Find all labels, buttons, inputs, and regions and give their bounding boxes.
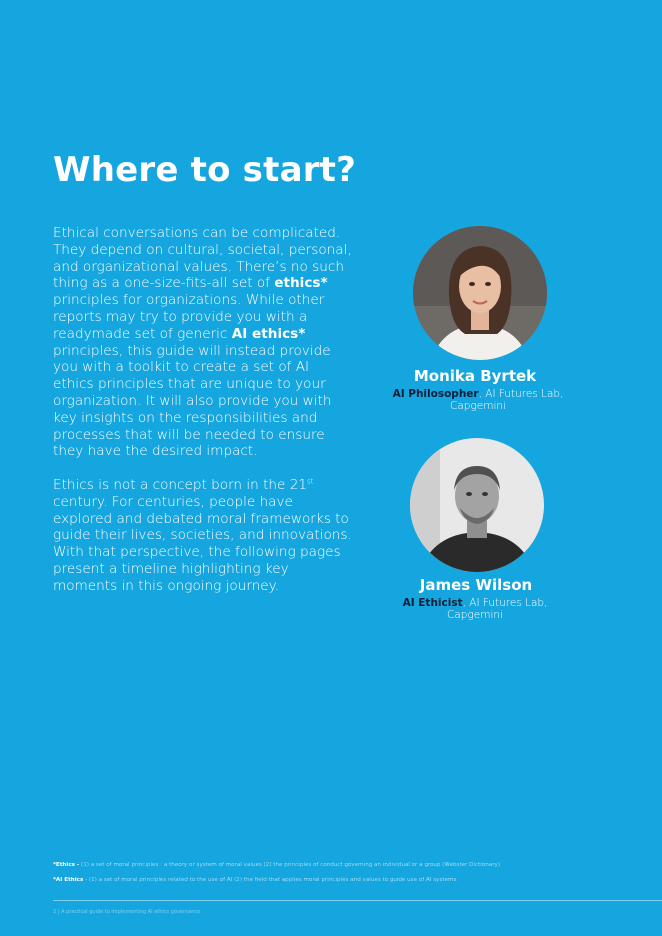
footnote-term: *Ethics - xyxy=(53,862,80,868)
ordinal-suffix: st xyxy=(307,477,314,486)
page-footer: 2 | A practical guide to implementing AI ethics governance xyxy=(53,909,201,915)
intro-text-1: Ethical conversations can be complicated. They depend on cultural, societal, personal, and organizational values. There’s no such thing as a one-size-fits-all set of xyxy=(53,225,352,292)
author-org: , AI Futures Lab, xyxy=(478,388,564,400)
author-name: James Wilson xyxy=(419,576,533,594)
footnote-ethics xyxy=(53,862,653,869)
intro-paragraph xyxy=(53,225,353,460)
footnote-ai-ethics xyxy=(53,877,653,884)
history-text-1: Ethics is not a concept born in the 21 xyxy=(53,477,307,493)
author-company: Capgemini xyxy=(447,609,503,621)
footer-divider xyxy=(53,900,662,901)
footnote-text: - (1) a set of moral principles related to the use of AI (2) the field that applies moral principles and values to guide use of AI systems. xyxy=(83,877,459,883)
author-org: , AI Futures Lab, xyxy=(462,597,548,609)
author-affiliation xyxy=(378,388,578,412)
history-text-2: century. For centuries, people have explored and debated moral frameworks to guide their lives, societies, and innovations. With that perspective, the following pages present a timeline highlighting key moments in this ongoing journey. xyxy=(53,493,352,594)
ai-ethics-term: AI ethics* xyxy=(231,325,306,342)
page-title: Where to start? xyxy=(53,150,357,190)
portrait-photo-1 xyxy=(413,226,547,360)
footnote-text: (1) a set of moral principles : a theory or system of moral values (2) the principles of conduct governing an individual or a group (Webster Dictionary) xyxy=(79,862,501,868)
intro-text-2: principles for organizations. While other reports may try to provide you with a readymade set of generic xyxy=(53,292,325,342)
author-affiliation xyxy=(375,597,575,621)
portrait-photo-2 xyxy=(410,438,544,572)
history-paragraph xyxy=(53,477,353,595)
avatar-monika-byrtek xyxy=(413,226,547,360)
avatar-james-wilson xyxy=(410,438,544,572)
author-role: AI Philosopher xyxy=(392,388,479,400)
intro-text-3: principles, this guide will instead provide you with a toolkit to create a set of AI ethics principles that are unique to your organization. It will also provide you with key insights on the responsibilities and processes that will be needed to ensure they have the desired impact. xyxy=(53,342,332,460)
author-name: Monika Byrtek xyxy=(413,367,537,385)
ethics-term: ethics* xyxy=(274,275,328,292)
author-company: Capgemini xyxy=(450,400,506,412)
author-role: AI Ethicist xyxy=(402,597,463,609)
footnote-term: *AI Ethics xyxy=(53,877,84,883)
